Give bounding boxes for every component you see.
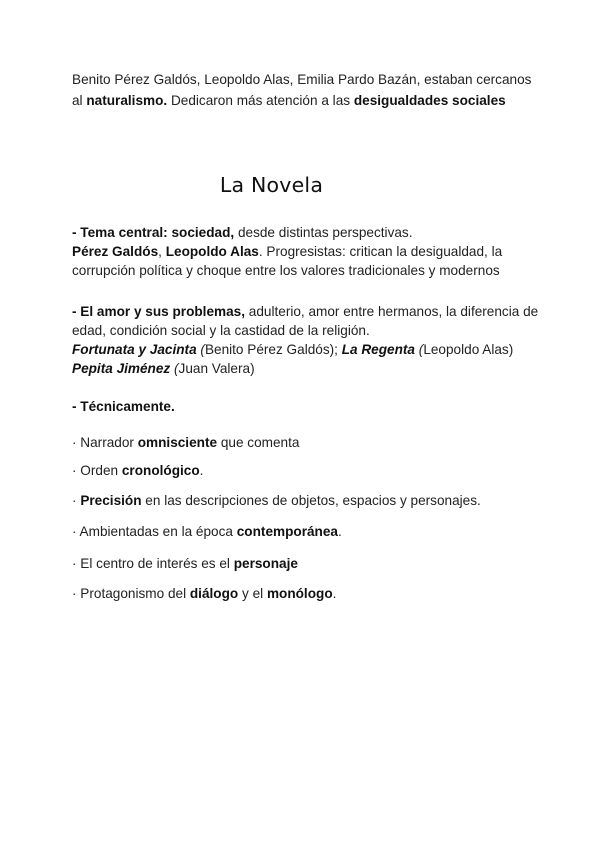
list-item [72,584,542,603]
intro-text-2: Dedicaron más atención a las [167,93,354,108]
technique-heading-text: - Técnicamente. [72,399,175,414]
work-author-3: Juan Valera) [178,361,255,376]
love-paragraph [72,302,542,378]
theme-description: . Progresistas: critican la desigualdad, la corrupción política y choque entre los valores tradicionales y modernos [72,244,503,278]
theme-paragraph [72,223,542,280]
work-author-2: Leopoldo Alas) [423,342,514,357]
list-item-key: contemporánea [236,524,338,539]
list-item-text: · [72,493,81,508]
love-text: adulterio, amor entre hermanos, la diferencia de edad, condición social y la castidad de la religión. [72,304,539,338]
list-item [72,461,542,480]
list-item-text: · El centro de interés es el [72,556,234,571]
paren-open: ( [170,361,179,376]
list-item [72,554,542,573]
list-item-text: · Protagonismo del [72,586,190,601]
list-item-key: monólogo [266,586,333,601]
list-item-key: Precisión [80,493,142,508]
list-item-text: . [332,586,337,601]
naturalismo-term: naturalismo. [86,93,168,108]
list-item-key: omnisciente [137,435,218,450]
list-item [72,491,542,510]
list-item-text: · Orden [72,463,122,478]
list-item-key: personaje [233,556,298,571]
author-galdos: Pérez Galdós [72,244,159,259]
list-item-text: en las descripciones de objetos, espacios y personajes. [141,493,481,508]
work-regenta: La Regenta [341,342,415,357]
list-item-text: y el [238,586,267,601]
list-item-text: · Narrador [72,435,138,450]
love-heading: - El amor y sus problemas, [72,304,246,319]
work-author-1: Benito Pérez Galdós); [204,342,342,357]
desigualdades-term: desigualdades sociales [353,93,506,108]
list-item-key: diálogo [189,586,239,601]
list-item [72,522,542,541]
theme-text: desde distintas perspectivas. [234,225,413,240]
list-item [72,433,542,452]
paren-open: ( [415,342,424,357]
list-item-text: que comenta [217,435,300,450]
author-alas: Leopoldo Alas [165,244,259,259]
page-title: La Novela [219,173,324,197]
paren-open: ( [196,342,205,357]
list-item-key: cronológico [121,463,200,478]
list-item-text: . [199,463,204,478]
list-item-text: . [337,524,342,539]
intro-paragraph [72,69,542,111]
work-fortunata: Fortunata y Jacinta [72,342,197,357]
work-pepita: Pepita Jiménez [72,361,171,376]
separator: , [158,244,166,259]
list-item-text: · Ambientadas en la época [72,524,237,539]
intro-text: Benito Pérez Galdós, Leopoldo Alas, Emilia Pardo Bazán, estaban cercanos al [72,72,532,108]
technique-heading [72,397,542,416]
theme-heading: - Tema central: sociedad, [72,225,235,240]
